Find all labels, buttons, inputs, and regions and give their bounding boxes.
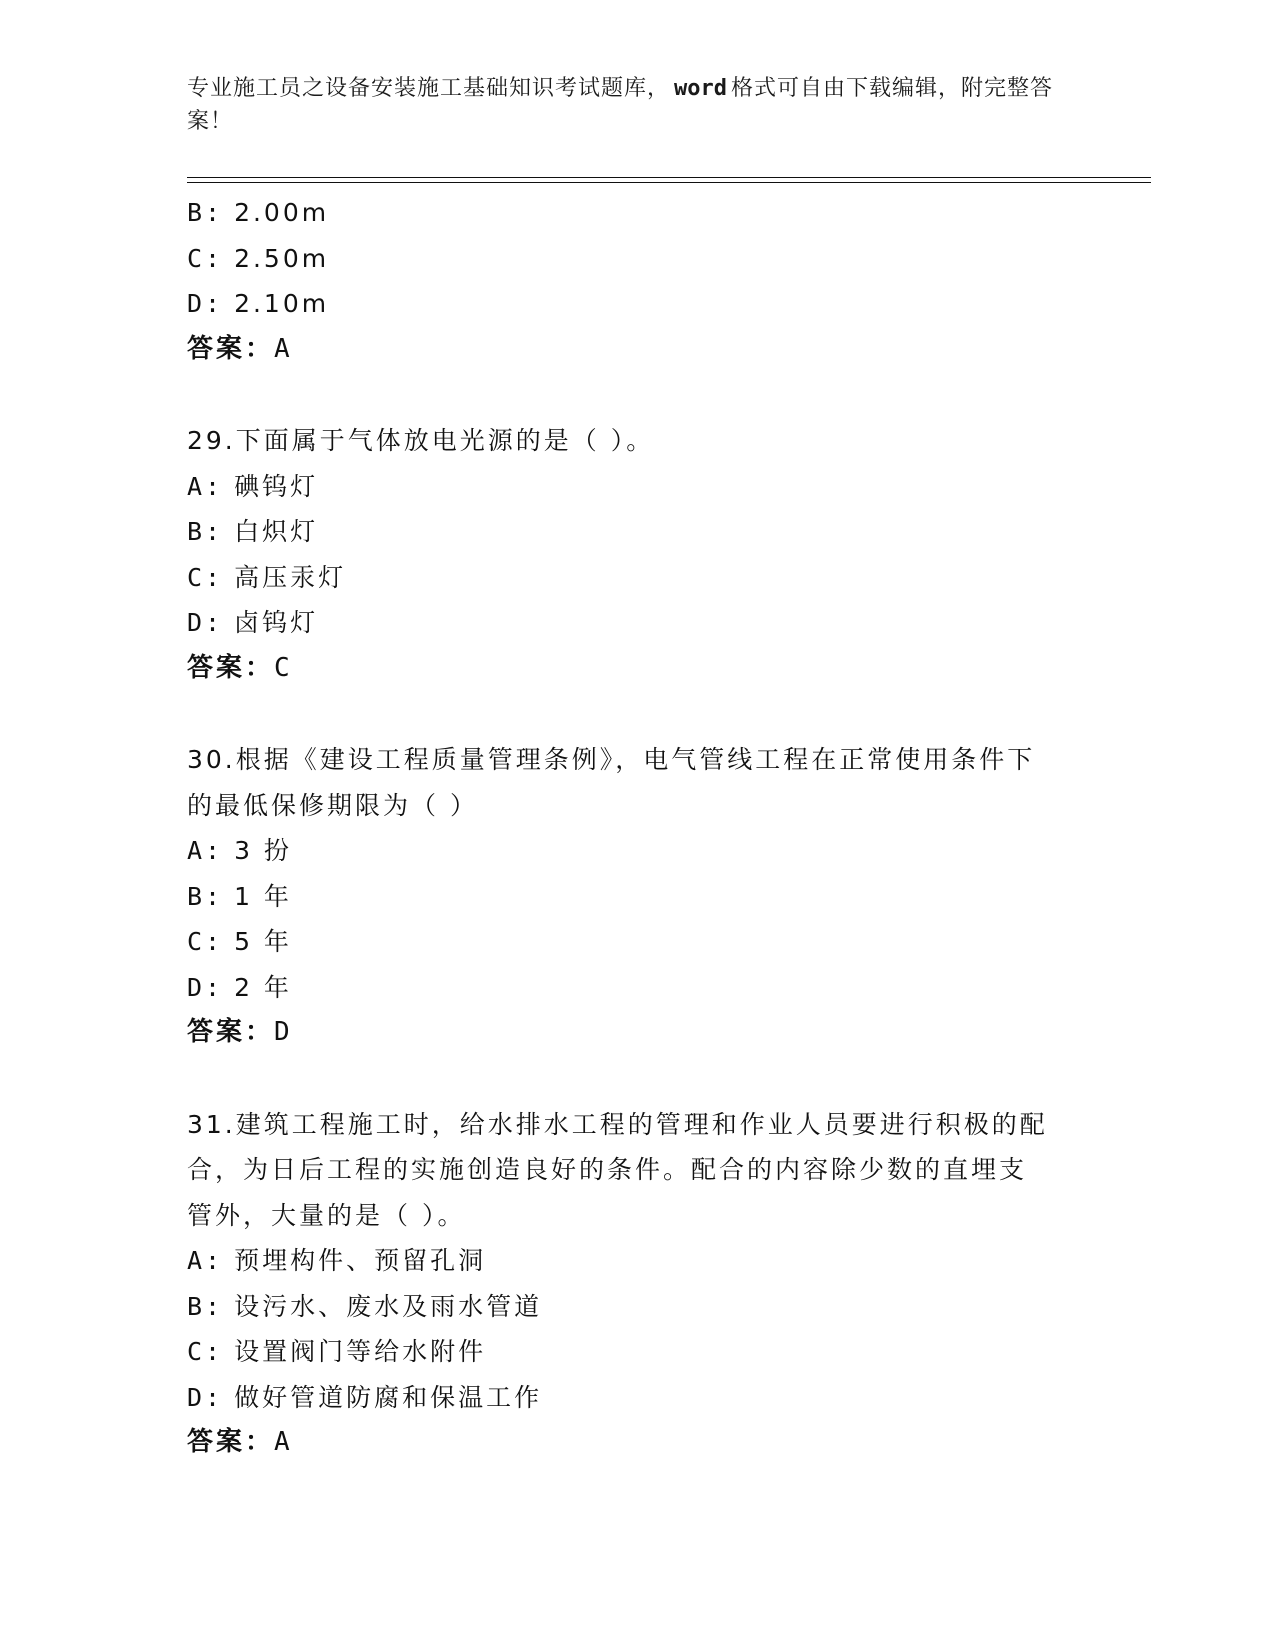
option-key: C: [187,243,224,273]
header-divider-top [187,177,1151,178]
option-d [187,1375,1087,1421]
header-divider-bottom [187,182,1151,183]
option-c [187,555,1087,601]
option-text: 3 扮 [234,836,292,865]
question-29 [187,418,1087,691]
option-d [187,281,1087,327]
answer-line [187,1010,1087,1056]
option-text: 卤钨灯 [234,608,319,637]
option-b [187,1284,1087,1330]
question-28-continued [187,190,1087,372]
answer-line [187,1420,1087,1466]
option-text: 设置阀门等给水附件 [234,1337,487,1366]
question-stem-line: 30.根据《建设工程质量管理条例》，电气管线工程在正常使用条件下 [187,745,1036,774]
document-header [187,72,1067,138]
option-key: B: [187,198,224,227]
spacer [187,1056,1087,1102]
question-stem: 29.下面属于气体放电光源的是（ ）。 [187,426,655,455]
option-c [187,1329,1087,1375]
option-key: B: [187,1291,224,1321]
option-text: 2.10m [234,289,330,318]
option-text: 预埋构件、预留孔洞 [234,1246,487,1275]
option-b [187,874,1087,920]
option-key: B: [187,517,224,546]
answer-line [187,646,1087,692]
spacer [187,691,1087,737]
question-stem-line: 的最低保修期限为（ ） [187,790,478,820]
option-text: 5 年 [234,927,292,956]
option-text: 做好管道防腐和保温工作 [234,1382,543,1412]
answer-label: 答案： [187,1427,275,1457]
header-title-part2: 格式可自由下载编辑，附完整答案！ [187,76,1054,134]
question-stem-line: 管外，大量的是（ ）。 [187,1200,466,1230]
option-key: C: [187,562,224,592]
answer-value: C [274,652,293,683]
spacer [187,372,1087,418]
option-text: 2.00m [234,198,330,227]
option-key: B: [187,881,224,911]
question-stem-line: 31.建筑工程施工时，给水排水工程的管理和作业人员要进行积极的配 [187,1109,1048,1139]
question-list [187,190,1087,1466]
header-title-part1: 专业施工员之设备安装施工基础知识考试题库， [187,76,671,101]
option-text: 碘钨灯 [234,471,319,501]
answer-line [187,327,1087,373]
option-key: D: [187,972,224,1002]
answer-value: A [274,333,293,364]
option-text: 2.50m [234,243,330,273]
option-a [187,828,1087,874]
answer-value: D [274,1017,293,1047]
option-text: 2 年 [234,972,292,1002]
option-text: 1 年 [234,881,292,911]
option-key: D: [187,608,224,637]
answer-label: 答案： [187,652,275,683]
option-key: D: [187,289,224,318]
option-key: A: [187,836,224,865]
header-title-word: word [674,76,727,101]
option-text: 设污水、废水及雨水管道 [234,1291,543,1321]
option-key: A: [187,1246,224,1275]
option-a [187,1238,1087,1284]
option-key: D: [187,1382,224,1412]
option-d [187,600,1087,646]
option-b [187,509,1087,555]
option-b [187,190,1087,236]
question-31 [187,1102,1087,1466]
question-30 [187,737,1087,1056]
answer-label: 答案： [187,1017,275,1047]
option-key: A: [187,471,224,501]
option-c [187,236,1087,282]
question-stem-line: 合，为日后工程的实施创造良好的条件。配合的内容除少数的直埋支 [187,1155,1028,1184]
option-c [187,919,1087,965]
answer-label: 答案： [187,333,275,364]
option-text: 白炽灯 [234,517,319,546]
answer-value: A [274,1427,293,1457]
option-key: C: [187,927,224,956]
option-key: C: [187,1337,224,1366]
option-d [187,965,1087,1011]
option-a [187,464,1087,510]
option-text: 高压汞灯 [234,562,347,592]
